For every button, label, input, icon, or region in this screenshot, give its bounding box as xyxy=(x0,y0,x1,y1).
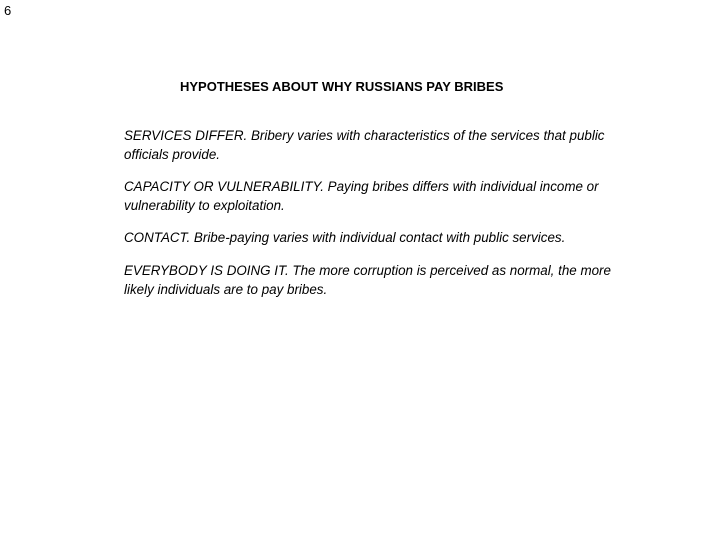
hypothesis-line: SERVICES DIFFER. Bribery varies with characteristics of the services that public xyxy=(124,128,605,143)
hypothesis-services-differ xyxy=(124,126,605,164)
hypothesis-line: likely individuals are to pay bribes. xyxy=(124,282,328,297)
hypothesis-line: CONTACT. Bribe-paying varies with individual contact with public services. xyxy=(124,230,566,245)
hypothesis-everybody-doing-it xyxy=(124,261,611,299)
hypothesis-line: vulnerability to exploitation. xyxy=(124,198,285,213)
hypothesis-capacity-vulnerability xyxy=(124,177,599,215)
hypothesis-line: EVERYBODY IS DOING IT. The more corruption is perceived as normal, the more xyxy=(124,263,611,278)
page-number: 6 xyxy=(4,3,12,18)
hypothesis-line: CAPACITY OR VULNERABILITY. Paying bribes differs with individual income or xyxy=(124,179,599,194)
page-title: HYPOTHESES ABOUT WHY RUSSIANS PAY BRIBES xyxy=(180,79,504,94)
hypothesis-contact xyxy=(124,228,565,247)
hypothesis-line: officials provide. xyxy=(124,147,221,162)
